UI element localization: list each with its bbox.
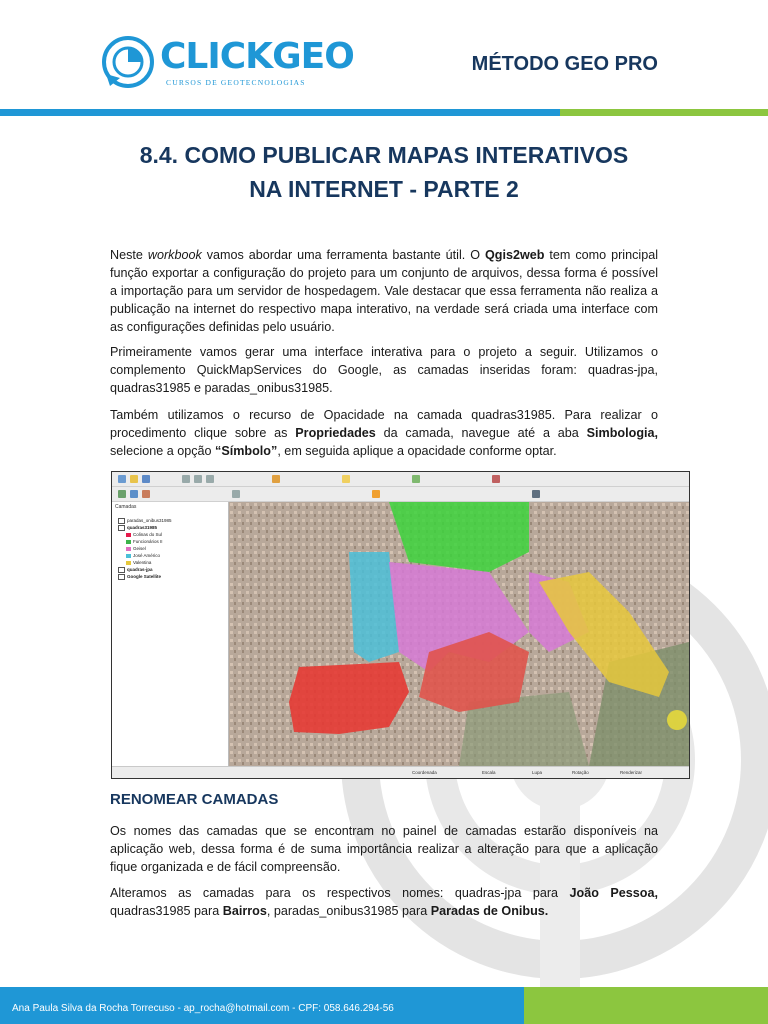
text-run-bold: Qgis2web bbox=[484, 248, 545, 262]
text-run-italic: workbook bbox=[147, 248, 202, 262]
layer-item[interactable] bbox=[126, 532, 162, 537]
layer-label: Google Satellite bbox=[127, 574, 162, 580]
layer-swatch bbox=[118, 525, 125, 531]
layer-label: Valentina bbox=[133, 560, 152, 565]
add-raster-icon bbox=[130, 490, 138, 498]
layer-swatch bbox=[126, 533, 131, 537]
header-bar-green bbox=[560, 109, 768, 116]
layer-swatch bbox=[118, 574, 125, 580]
layer-item[interactable] bbox=[126, 546, 146, 551]
status-scale: Escala bbox=[482, 770, 496, 775]
open-folder-icon bbox=[130, 475, 138, 483]
layer-label: quadras31985 bbox=[127, 525, 158, 531]
page-title-line2: NA INTERNET - PARTE 2 bbox=[249, 176, 519, 202]
plugin-icon bbox=[372, 490, 380, 498]
pan-icon bbox=[182, 475, 190, 483]
layer-swatch bbox=[126, 561, 131, 565]
clickgeo-logo bbox=[100, 34, 354, 94]
text-run: quadras31985 para bbox=[110, 904, 223, 918]
header-title: MÉTODO GEO PRO bbox=[471, 53, 658, 75]
text-run-bold: João Pessoa, bbox=[569, 886, 658, 900]
text-run: da camada, navegue até a aba bbox=[375, 426, 587, 440]
new-project-icon bbox=[118, 475, 126, 483]
text-run: Neste bbox=[110, 248, 148, 262]
qgis-status-bar bbox=[112, 766, 689, 779]
layer-swatch bbox=[126, 540, 131, 544]
text-run-bold: Simbologia, bbox=[586, 426, 659, 440]
header-bar-blue bbox=[0, 109, 560, 116]
qgis-toolbar-2 bbox=[112, 487, 689, 502]
add-layer-icon bbox=[118, 490, 126, 498]
text-run: Também utilizamos o recurso de Opacidade na camada quadras31985. Para realizar o procedimento clique sobre as bbox=[110, 408, 658, 440]
layer-label: Colinas do Sul bbox=[133, 532, 163, 537]
measure-icon bbox=[412, 475, 420, 483]
tools-icon bbox=[532, 490, 540, 498]
paragraph-opacity bbox=[110, 406, 658, 460]
layer-swatch bbox=[118, 567, 125, 573]
layers-panel-title: Camadas bbox=[115, 504, 137, 510]
layer-item[interactable] bbox=[118, 525, 157, 531]
layer-item[interactable] bbox=[126, 553, 160, 558]
edit-icon bbox=[232, 490, 240, 498]
text-run: , em seguida aplique a opacidade conforme optar. bbox=[277, 444, 557, 458]
status-magnifier: Lupa bbox=[532, 770, 543, 775]
paragraph-project: Primeiramente vamos gerar uma interface interativa para o projeto a seguir. Utilizamos o complemento QuickMapServices do Google, as camadas inseridas foram: quadras-jpa, quadras31985 e paradas_onibus31985. bbox=[110, 345, 658, 395]
page-title-line1: 8.4. COMO PUBLICAR MAPAS INTERATIVOS bbox=[139, 142, 629, 168]
globe-icon bbox=[100, 34, 156, 90]
page-title bbox=[0, 138, 768, 206]
text-run: vamos abordar uma ferramenta bastante útil. O bbox=[201, 248, 485, 262]
text-run-bold: Paradas de Onibus. bbox=[430, 904, 549, 918]
logo-text: CLICKGEO bbox=[160, 36, 354, 77]
section-heading: RENOMEAR CAMADAS bbox=[110, 791, 279, 808]
select-icon bbox=[342, 475, 350, 483]
layer-label: Geisel bbox=[133, 546, 146, 551]
zoom-out-icon bbox=[206, 475, 214, 483]
paragraph-rename-intro: Os nomes das camadas que se encontram no painel de camadas estarão disponíveis na aplicação web, dessa forma é de suma importância realizar a alteração para que a aplicação fique organizada e de fácil compreensão. bbox=[110, 824, 658, 874]
identify-icon bbox=[272, 475, 280, 483]
paragraph-intro bbox=[110, 246, 658, 336]
map-canvas[interactable] bbox=[229, 502, 689, 766]
add-vector-icon bbox=[142, 490, 150, 498]
save-icon bbox=[142, 475, 150, 483]
status-coordinate: Coordenada bbox=[412, 770, 437, 775]
status-render: Renderizar bbox=[620, 770, 643, 775]
layer-item[interactable] bbox=[126, 539, 163, 544]
layer-label: José Américo bbox=[133, 553, 161, 558]
zoom-in-icon bbox=[194, 475, 202, 483]
layers-panel bbox=[112, 502, 229, 766]
text-run-bold: “Símbolo” bbox=[215, 444, 278, 458]
layer-swatch bbox=[126, 547, 131, 551]
text-run-bold: Propriedades bbox=[295, 426, 376, 440]
status-rotation: Rotação bbox=[572, 770, 589, 775]
layer-item[interactable] bbox=[118, 518, 172, 524]
label-icon bbox=[492, 475, 500, 483]
text-run: , paradas_onibus31985 para bbox=[266, 904, 431, 918]
paragraph-rename-details bbox=[110, 884, 658, 920]
footer-text: Ana Paula Silva da Rocha Torrecuso - ap_rocha@hotmail.com - CPF: 058.646.294-56 bbox=[12, 1003, 394, 1014]
layer-item[interactable] bbox=[126, 560, 151, 565]
logo-subtitle: CURSOS DE GEOTECNOLOGIAS bbox=[166, 78, 306, 87]
text-run: selecione a opção bbox=[110, 444, 216, 458]
footer-bar-green bbox=[524, 987, 768, 1024]
layer-item[interactable] bbox=[118, 567, 153, 573]
qgis-screenshot bbox=[111, 471, 690, 779]
layer-item[interactable] bbox=[118, 574, 161, 580]
layer-label: paradas_onibus31985 bbox=[127, 518, 172, 524]
layer-swatch bbox=[118, 518, 125, 524]
page-header bbox=[0, 0, 768, 112]
layer-label: Funcionários II bbox=[133, 539, 163, 544]
layer-swatch bbox=[126, 554, 131, 558]
text-run-bold: Bairros bbox=[222, 904, 267, 918]
qgis-toolbar-1 bbox=[112, 472, 689, 487]
layer-label: quadras-jpa bbox=[127, 567, 153, 573]
text-run: tem como principal função exportar a configuração do projeto para um conjunto de arquivos, dessa forma é possível a importação para um servidor de hospedagem. Vale destacar que essa ferramenta não realiza a publicação na internet do respectivo mapa interativo, na verdade será criada uma interface com as configurações definidas pelo usuário. bbox=[110, 248, 659, 334]
text-run: Alteramos as camadas para os respectivos nomes: quadras-jpa para bbox=[110, 886, 570, 900]
